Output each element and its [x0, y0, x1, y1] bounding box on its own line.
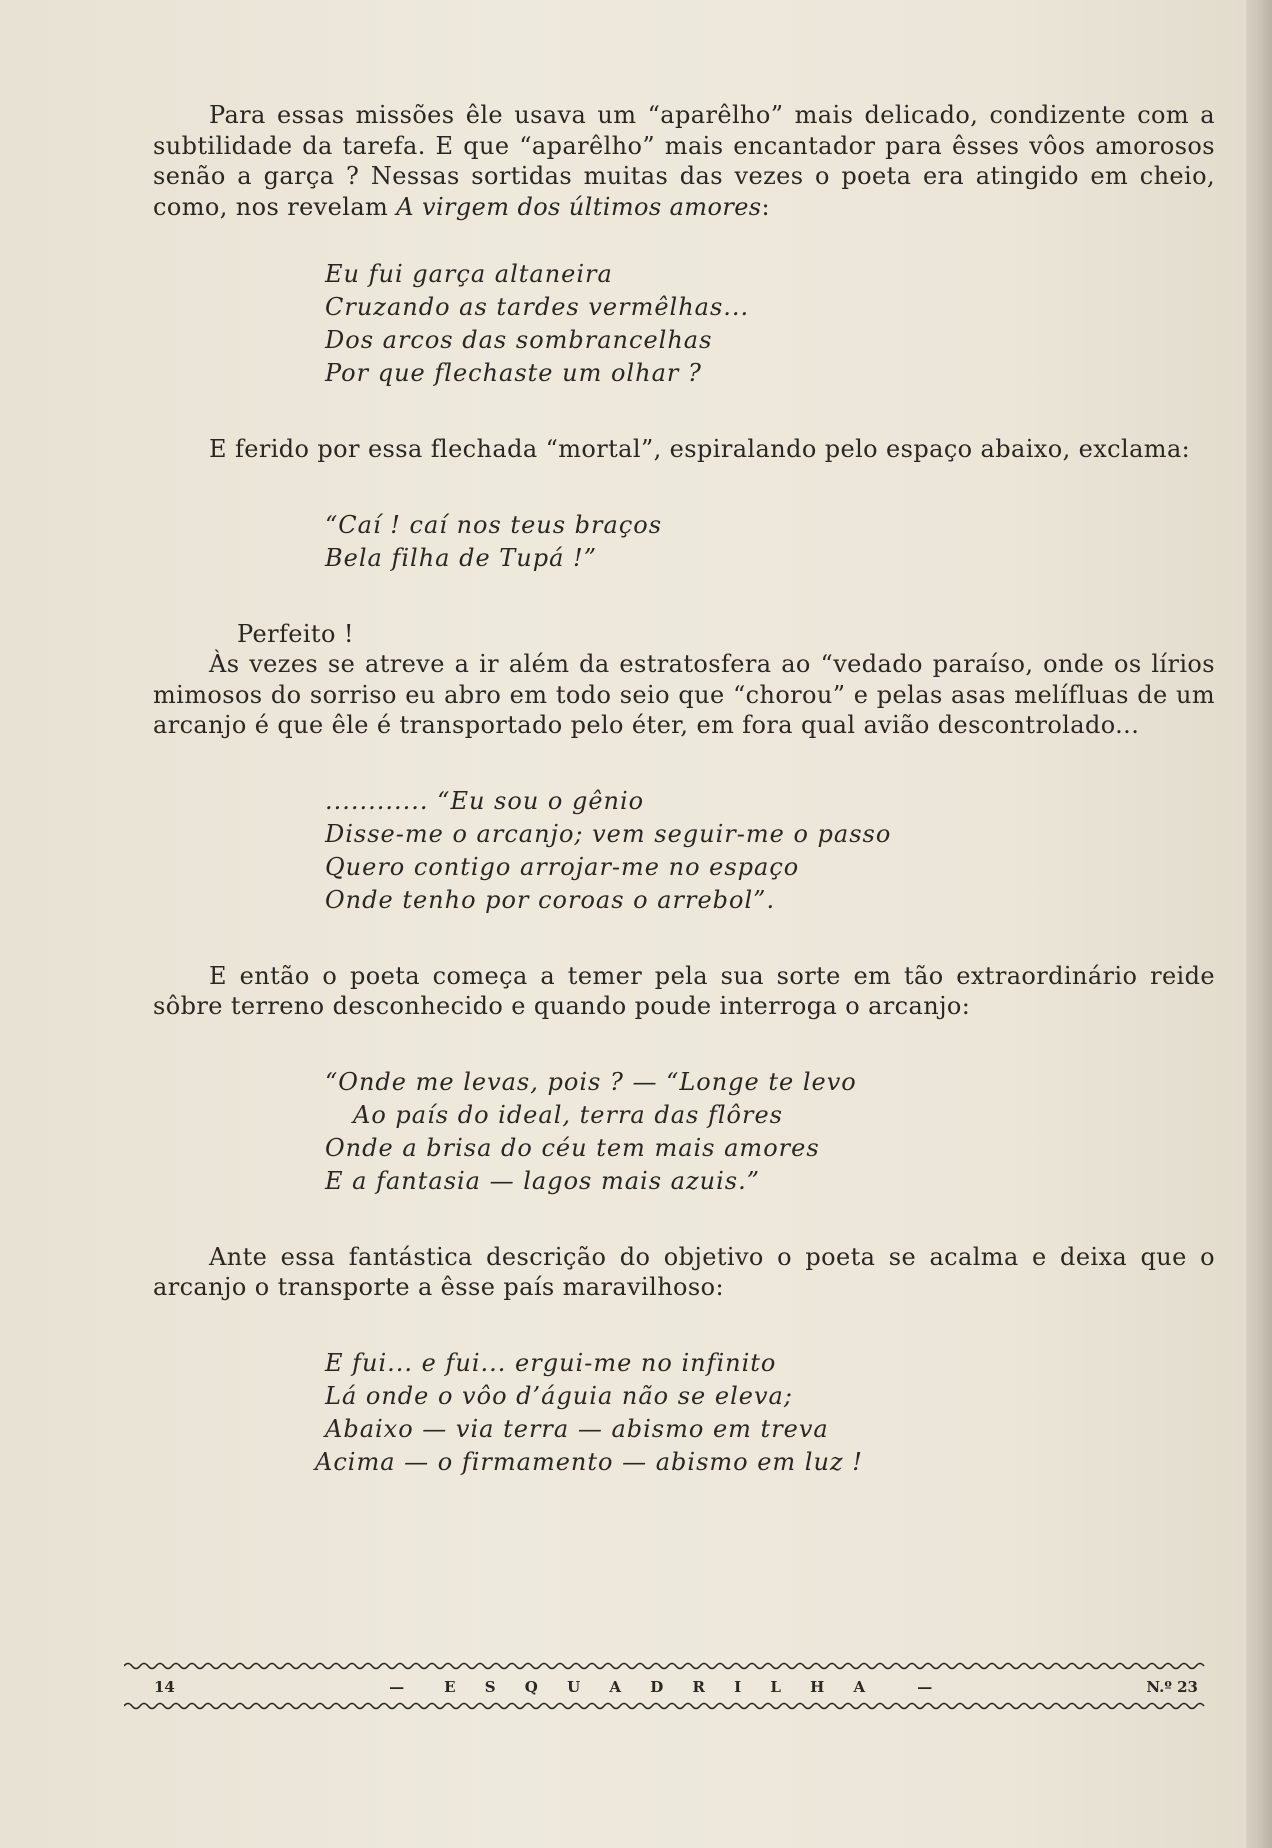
verse-line: Eu fui garça altaneira	[325, 260, 613, 288]
footer-dash-right: —	[917, 1678, 933, 1696]
paragraph-5: Ante essa fantástica descrição do objetivo o poeta se acalma e deixa que o arcanjo o transporte a êsse país maravilhoso:	[153, 1242, 1215, 1301]
footer-row	[124, 1672, 1206, 1700]
verse-line: Disse-me o arcanjo; vem seguir-me o passo	[325, 819, 892, 848]
verse-line: Onde a brisa do céu tem mais amores	[325, 1133, 820, 1162]
paragraph-1-text: Para essas missões êle usava um “aparêlho” mais delicado, condizente com a subtilidade da tarefa. E que “aparêlho” mais encantador para êsses vôos amorosos senão a garça ? Nessas sortidas muitas das vezes o poeta era atingido em cheio, como, nos revelam	[153, 101, 1215, 221]
verse-line: “Caí ! caí nos teus braços	[325, 510, 663, 539]
page-edge-shadow	[1246, 0, 1272, 1848]
magazine-name-block	[349, 1678, 972, 1696]
verse-line: Cruzando as tardes vermêlhas...	[325, 293, 750, 321]
verse-line: Dos arcos das sombrancelhas	[325, 326, 713, 354]
verse-line: Quero contigo arrojar-me no espaço	[325, 852, 800, 881]
verse-line: Abaixo — via terra — abismo em treva	[325, 1414, 829, 1443]
issue-number: N.º 23	[1146, 1678, 1198, 1696]
verse-line: Ao país do ideal, terra das flôres	[353, 1100, 783, 1129]
verse-3	[153, 785, 1215, 917]
article-body	[153, 100, 1215, 1479]
work-title: A virgem dos últimos amores	[396, 192, 762, 221]
page-footer	[124, 1660, 1206, 1712]
verse-line: Onde tenho por coroas o arrebol”.	[325, 885, 776, 914]
verse-line: Lá onde o vôo d’águia não se eleva;	[325, 1381, 793, 1410]
verse-1	[153, 258, 1215, 390]
verse-line: Acima — o firmamento — abismo em luz !	[315, 1447, 863, 1476]
paragraph-4: E então o poeta começa a temer pela sua sorte em tão extraordinário reide sôbre terreno desconhecido e quando poude interroga o arcanjo:	[153, 961, 1215, 1020]
verse-line: Por que flechaste um olhar ?	[325, 359, 702, 387]
paragraph-3a: Perfeito !	[237, 619, 354, 648]
paragraph-3b: Às vezes se atreve a ir além da estratosfera ao “vedado paraíso, onde os lírios mimosos do sorriso eu abro em todo seio que “chorou” e pelas asas melífluas de um arcanjo é que êle é transportado pelo éter, em fora qual avião descontrolado...	[153, 650, 1215, 739]
paragraph-1-end: :	[761, 192, 771, 221]
verse-4	[153, 1066, 1215, 1198]
wavy-rule-top	[124, 1660, 1206, 1672]
wavy-rule-bottom	[124, 1700, 1206, 1712]
verse-line: E a fantasia — lagos mais azuis.”	[325, 1166, 760, 1195]
verse-line: E fui... e fui... ergui-me no infinito	[325, 1348, 777, 1377]
verse-5	[153, 1347, 1215, 1479]
footer-dash-left: —	[389, 1678, 405, 1696]
verse-line: Bela filha de Tupá !”	[325, 543, 597, 572]
paragraph-2: E ferido por essa flechada “mortal”, espiralando pelo espaço abaixo, exclama:	[209, 435, 1191, 463]
verse-2	[153, 509, 1215, 575]
verse-line: “Onde me levas, pois ? — “Longe te levo	[325, 1067, 857, 1096]
verse-line: ............ “Eu sou o gênio	[325, 786, 645, 815]
magazine-name: E S Q U A D R I L H A	[444, 1678, 878, 1696]
page-number: 14	[154, 1678, 175, 1696]
paragraph-1	[153, 100, 1215, 222]
